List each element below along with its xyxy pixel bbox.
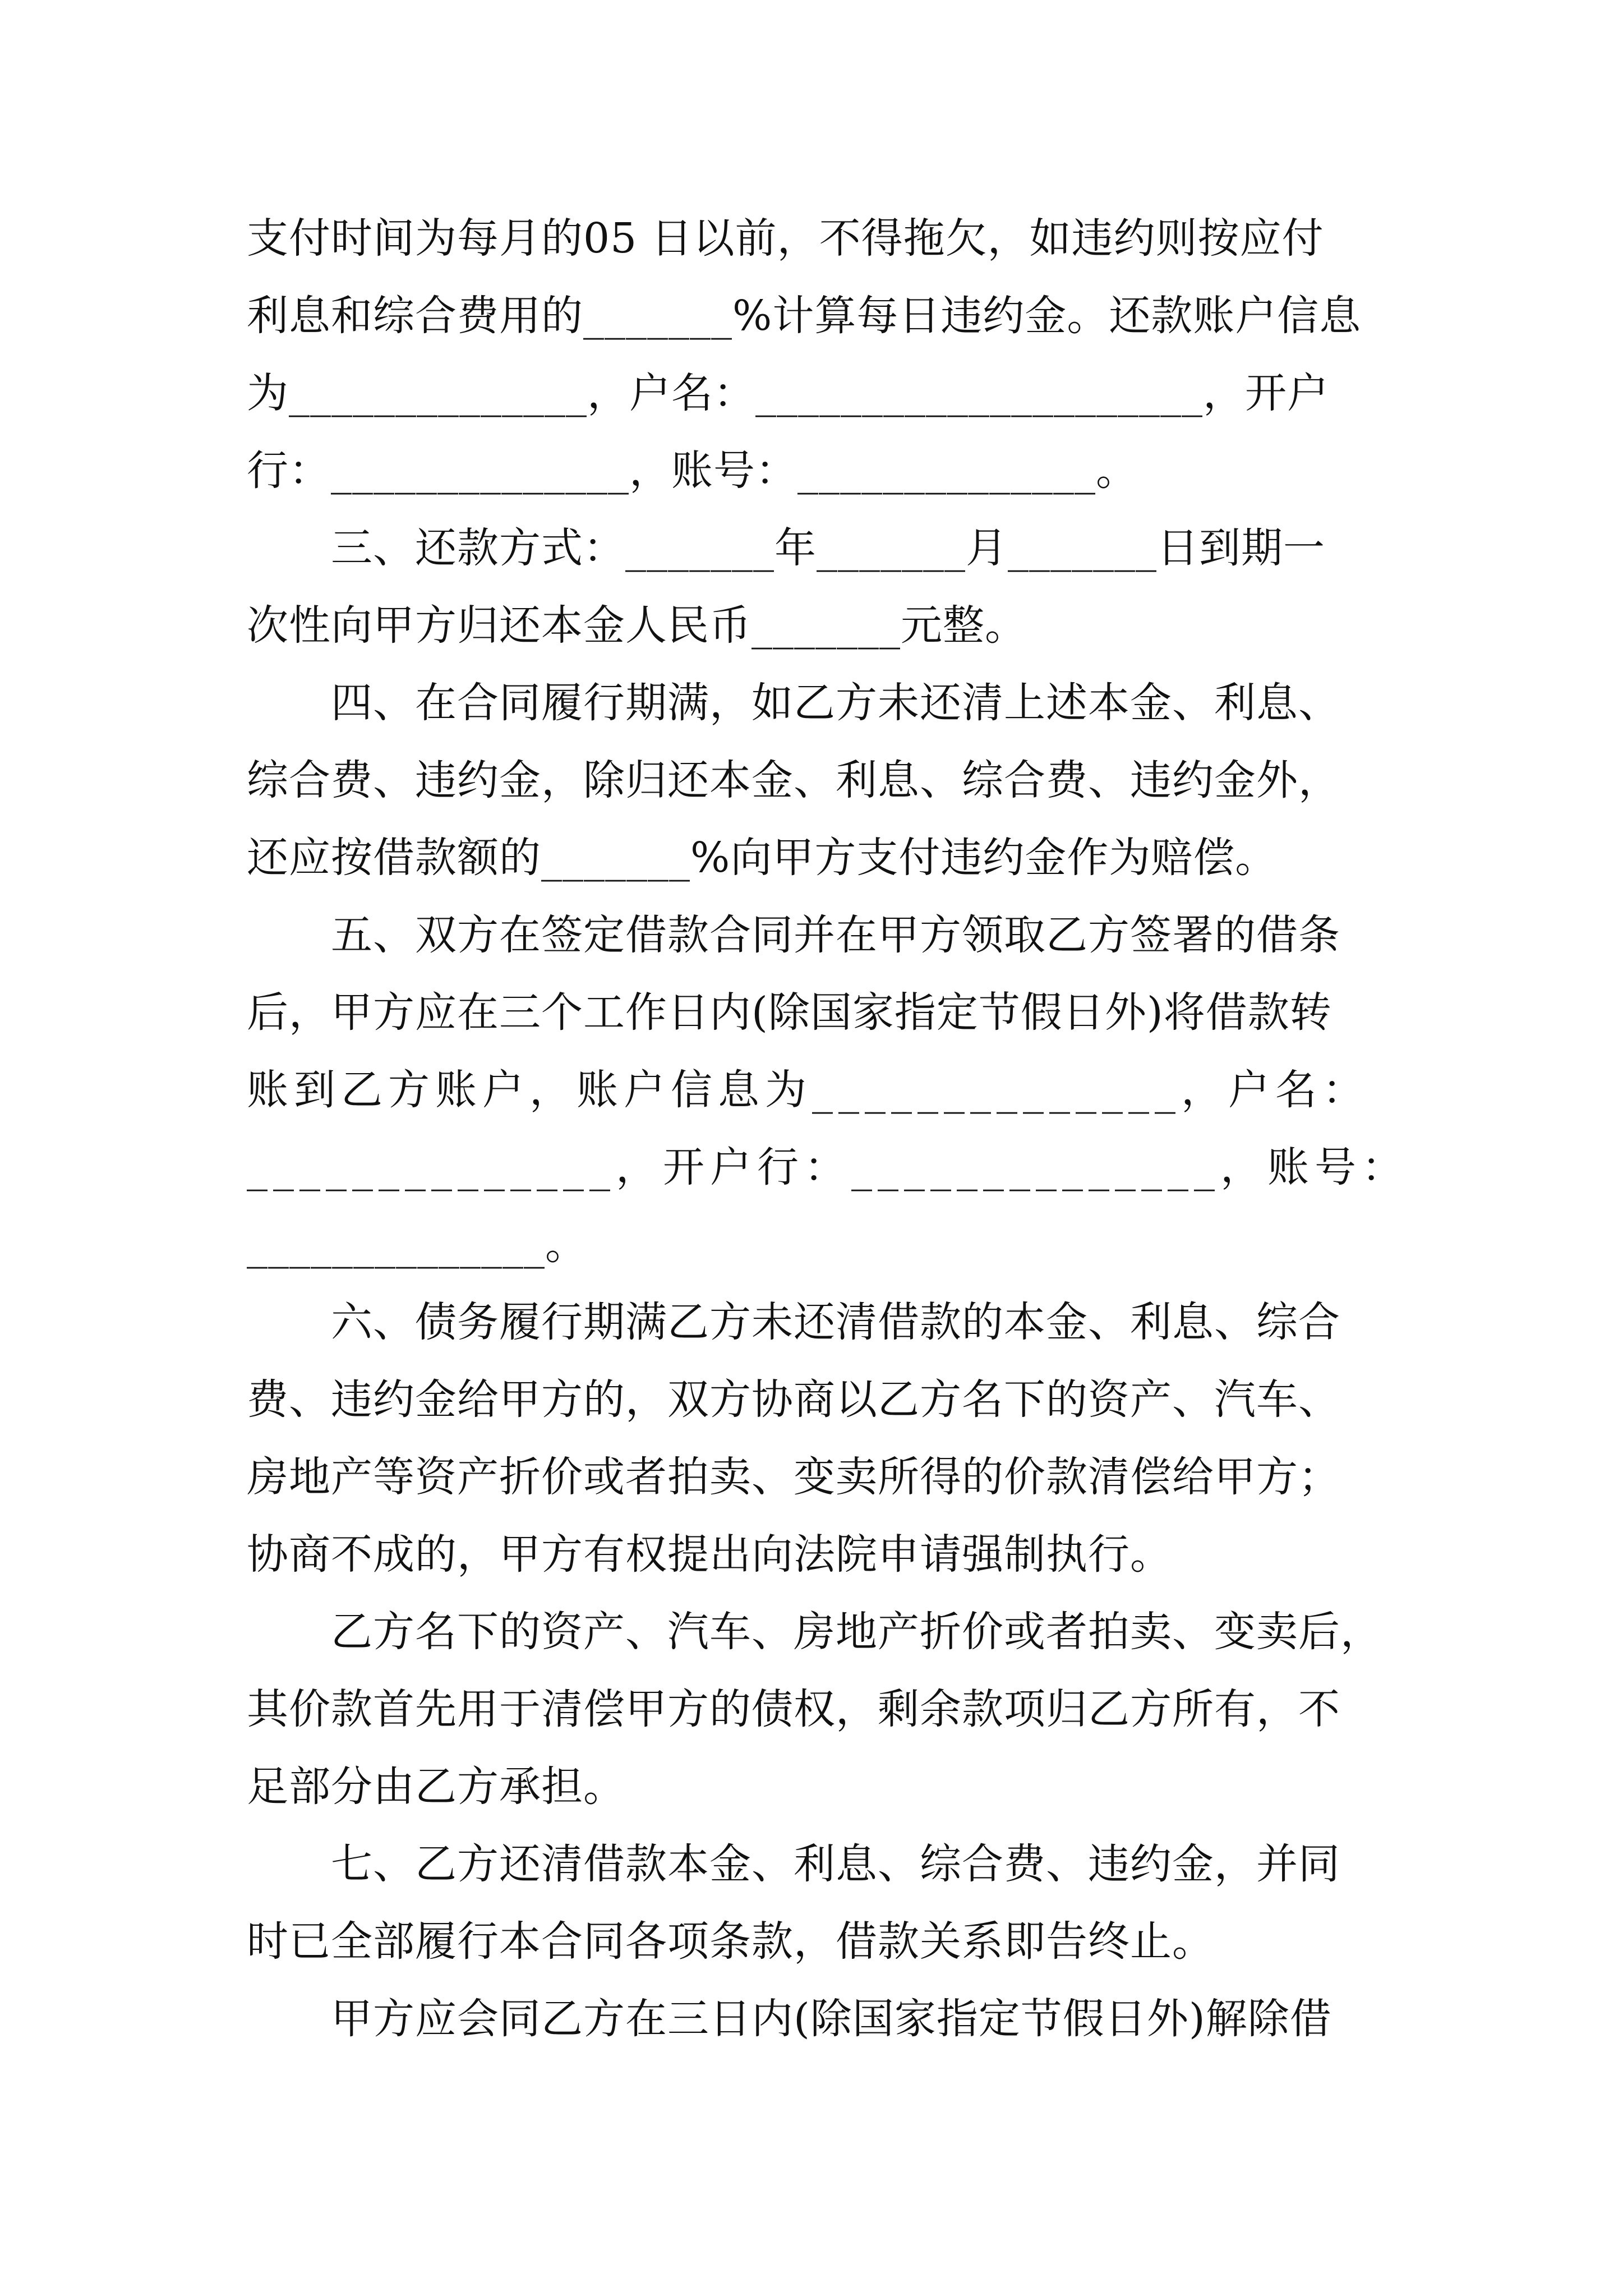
text-line: 费、违约金给甲方的，双方协商以乙方名下的资产、汽车、 [247,1375,1340,1424]
paragraph-clause-5 [247,896,1409,1283]
text-line: 甲方应会同乙方在三日内(除国家指定节假日外)解除借 [331,1995,1332,2043]
text-line: ______________，开户行：______________，账号： [247,1143,1409,1191]
text-line: 支付时间为每月的05 日以前，不得拖欠，如违约则按应付 [247,214,1324,263]
text-line: 足部分由乙方承担。 [247,1763,625,1811]
text-line: 为______________，户名：_____________________，开户 [247,369,1329,417]
text-line: 三、还款方式：_______年_______月_______日到期一 [331,524,1325,572]
text-line: 房地产等资产折价或者拍卖、变卖所得的价款清偿给甲方； [247,1453,1340,1501]
paragraph-release [247,1980,1391,2058]
text-line: 四、在合同履行期满，如乙方未还清上述本金、利息、 [331,679,1340,727]
text-line: 后，甲方应在三个工作日内(除国家指定节假日外)将借款转 [247,988,1332,1037]
text-line: 利息和综合费用的_______%计算每日违约金。还款账户信息 [247,292,1362,340]
paragraph-payment-terms [247,200,1391,509]
text-line: 账到乙方账户，账户信息为______________，户名： [247,1066,1370,1114]
paragraph-clause-3 [247,509,1391,664]
text-line: 乙方名下的资产、汽车、房地产折价或者拍卖、变卖后， [331,1608,1382,1656]
text-line: 次性向甲方归还本金人民币_______元整。 [247,601,1027,650]
text-line: 还应按借款额的_______%向甲方支付违约金作为赔偿。 [247,834,1278,882]
text-line: ______________。 [247,1221,587,1269]
document-body [247,200,1409,2058]
text-line: 七、乙方还清借款本金、利息、综合费、违约金，并同 [331,1840,1340,1888]
text-line: 行：______________，账号：______________。 [247,447,1138,495]
text-line: 时已全部履行本合同各项条款，借款关系即告终止。 [247,1917,1214,1966]
paragraph-clause-4 [247,664,1391,896]
text-line: 协商不成的，甲方有权提出向法院申请强制执行。 [247,1530,1172,1579]
text-line: 六、债务履行期满乙方未还清借款的本金、利息、综合 [331,1298,1340,1346]
paragraph-clause-6 [247,1283,1391,1593]
paragraph-clause-7 [247,1825,1391,1980]
text-line: 其价款首先用于清偿甲方的债权，剩余款项归乙方所有，不 [247,1685,1340,1733]
text-line: 五、双方在签定借款合同并在甲方领取乙方签署的借条 [331,911,1340,959]
paragraph-assets [247,1593,1391,1825]
text-line: 综合费、违约金，除归还本金、利息、综合费、违约金外， [247,756,1340,804]
